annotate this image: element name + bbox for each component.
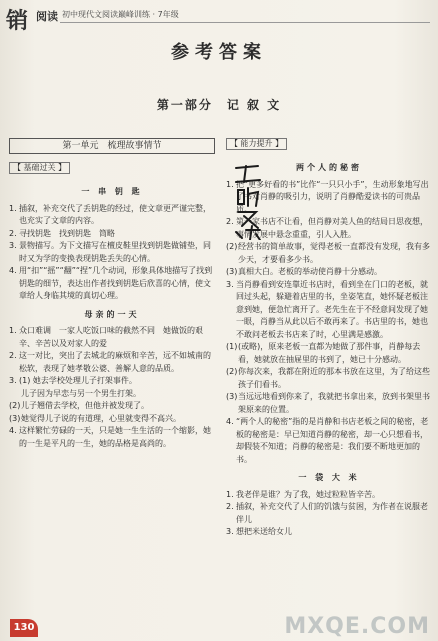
header-divider — [60, 22, 430, 23]
answer-subitem: (3) 她觉得儿子说的有道理，心里就变得不高兴。 — [9, 413, 181, 423]
watermark: MXQE.COM — [284, 614, 430, 639]
handwritten-annotation — [232, 160, 264, 240]
section-tag-advanced: 【 能力提升 】 — [226, 138, 287, 150]
page-number: 130 — [10, 619, 38, 637]
answer-item: 3. 想把米送给女儿 — [226, 527, 292, 536]
answer-subitem: (2) 儿子翘借去学校，但他并被发现了。 — [9, 401, 149, 410]
answer-subitem: (3) 当远远地看到你来了，我就把书拿出来，放到书架里书架原来的位置。 — [226, 392, 430, 414]
article-title-rice: 一 袋 大 米 — [298, 473, 360, 482]
answer-item: 2. 寻找钥匙 找到钥匙 筒略 — [9, 228, 115, 238]
section-tag-basic: 【 基础过关 】 — [9, 162, 70, 174]
answer-item: 4. “两个人的秘密”指的是肖静和书店老板之间的秘密，老板的秘密是：早已知道肖静的秘密，却一心只想看书，却假装不知道；肖静的秘密是：我们要不断地更加的书。 — [226, 417, 429, 464]
left-column — [9, 138, 215, 450]
answer-subitem: (3) 真相大白。老板的举动使肖静十分感动。 — [226, 267, 382, 276]
answer-item: 4. 用“扣”“摇”“翻”“捏”几个动词，形象具体地描写了找到钥匙的细节，表达出作者找到钥匙后欣喜的心情，使文章给人身临其境的真切心理。 — [9, 266, 213, 300]
answer-item: 1. 众口难调 一家人吃饭口味的截然不同 她做饭的艰辛、辛苦以及对家人的爱 — [9, 326, 203, 348]
brand-logo-glyph: 销 — [6, 8, 27, 34]
answer-subitem: (1) (或略)，原来老板一直都为她做了那件事，肖静每去看，她就放在抽屉里的书到了，她已十分感动。 — [226, 342, 421, 364]
unit-heading: 第一单元 梳理故事情节 — [9, 138, 215, 154]
answer-item: 4. 这样繁忙劳碌的一天，只是她一生生活的一个缩影，她的一生是平凡的一生，她的品格是高尚的。 — [9, 426, 211, 448]
series-title: 初中现代文阅读巅峰训练 · 7年级 — [62, 10, 179, 19]
answer-item: 1. 插叙，补充交代了丢钥匙的经过，使文章更严谨完整，也充实了文章的内容。 — [9, 203, 211, 225]
article-title-keys: 一 串 钥 匙 — [81, 187, 143, 196]
answer-item: 3. 当肖静看到安连靠近书店时，看到坐在门口的老板，就回过头起，躲避着店里的书，坐姿笔直，她怀疑老板注意到她，便急忙离开了。老先生在于不经意间发现了她一眼，肖静当从此以后不敢再来了。书店里的书，她也不敢问老板去书店来了时，心里满是感激。 — [226, 279, 428, 339]
answer-item: 2. 插叙，补充交代了人们的饥饿与贫困，为作者在说服老伴儿 — [226, 502, 428, 524]
answer-subitem: (2) 你每次来，我都在附近的那本书放在这里，为了给这些孩子们看书。 — [226, 367, 430, 389]
page-title: 参考答案 — [171, 42, 267, 63]
answer-subitem: (2) 经营书的简单故事，觉得老板一直都没有发现，我有多少天，才要看多少书。 — [226, 242, 430, 264]
answer-item: 2. 第一家书店不让看，但肖静对美人鱼的结局日思夜想，事情发展中悬念重重，引人入胜。 — [226, 217, 428, 239]
answer-item: 3. (1) 她去学校处理儿子打架事件。 — [9, 376, 137, 385]
article-title-mother: 母亲的一天 — [84, 309, 140, 319]
answer-item: 3. 景物描写。为下文描写在檀皮鞋里找到钥匙做铺垫，同时又为学的变换表现钥匙丢失的心情。 — [9, 241, 211, 263]
answer-item: 1. 把“更多好看的书”比作“一只只小手”，生动形象地写出了书对肖静的吸引力，说明了肖静酷爱读书的可贵品质。 — [226, 179, 429, 214]
answer-item: 2. 这一对比，突出了去城北的麻烦和辛苦，远不如城南的松软，表现了她孝敬公婆、善解人意的品质。 — [9, 351, 211, 373]
brand-logo — [6, 4, 58, 34]
article-title-secret: 两个人的秘密 — [296, 163, 362, 172]
answer-item: 1. 我老伴是谁？为了我，她过粒粒皆辛苦。 — [226, 489, 380, 499]
brand-word: 阅读 — [36, 10, 58, 23]
answer-subitem: 儿子因为早恋与另一个男生打架。 — [21, 388, 141, 398]
part-title: 第一部分 记 叙 文 — [156, 98, 282, 112]
